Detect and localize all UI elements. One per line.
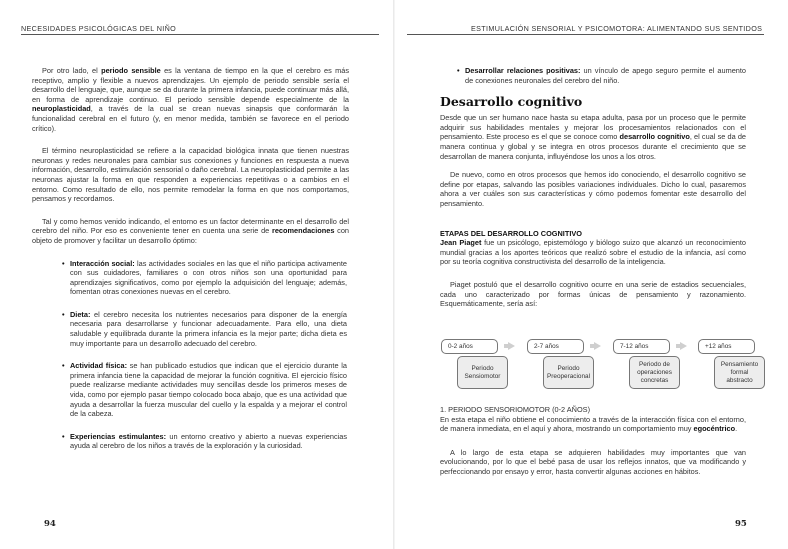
piaget-stages-diagram [441, 339, 768, 389]
paragraph-periodo-sensible: Por otro lado, el periodo sensible es la ventana de tiempo en la que el cerebro es más receptivo, amplio y flexible a nuevos aprendizajes. Un ejemplo de periodo sensible sería el desarrollo del lenguaje, que, aunque se da durante la primera infancia, puede continuar más allá, en forma de aprendizaje continuo. El periodo sensible depende especialmente de la neuroplasticidad, a través de la cual se crean nuevas sinapsis que conformarán la funcionalidad cerebral en el futuro (y, en menor medida, también se favorece en el periodo crítico). [32, 66, 349, 133]
list-item-actividad-fisica: • Actividad física: se han publicado estudios que indican que el ejercicio durante la primera infancia tiene la capacidad de mejorar la función cognitiva. El ejercicio físico puede realizarse mediante actividades muy sencillas desde los primeros meses de vida, como por ejemplo pasar tiempo colocado boca abajo, que es una actividad que ayuda a desarrollar la fuerza muscular del cuello y la espalda y a mejorar el control de la cabeza. [62, 361, 347, 419]
paragraph-neuroplasticidad: El término neuroplasticidad se refiere a la capacidad biológica innata que tienen nuestras neuronas y redes neuronales para cambiar sus conexiones y funciones en respuesta a nueva información, desarrollo, estimulación sensorial o daño cerebral. La neuroplasticidad permite a las neuronas ajustar la forma en que responden a experiencias repetitivas o a cambios en el entorno. Como resultado de ello, nos permite remodelar la forma en que nos comportamos, pensamos y recordamos. [32, 146, 349, 204]
paragraph-jean-piaget: Jean Piaget fue un psicólogo, epistemólogo y biólogo suizo que alcanzó un reconocimiento mundial gracias a los aportes teóricos que realizó sobre el estudio de la infancia, así como por su teoría cognitiva constructivista del desarrollo de la inteligencia. [440, 238, 746, 267]
stage-pensamiento-formal [698, 339, 763, 389]
right-running-head: ESTIMULACIÓN SENSORIAL Y PSICOMOTORA: ALIMENTANDO SUS SENTIDOS [471, 24, 763, 33]
paragraph-sensoriomotor: En esta etapa el niño obtiene el conocimiento a través de la interacción física con el entorno, de manera inmediata, en el aquí y ahora, mostrando un comportamiento muy egocéntrico. [440, 414, 746, 434]
stage-preoperacional [527, 339, 592, 389]
stage-age-label: +12 años [698, 339, 755, 354]
arrow-right-icon [680, 342, 687, 350]
stage-age-label: 2-7 años [527, 339, 584, 354]
subheading-etapas: ETAPAS DEL DESARROLLO COGNITIVO [440, 228, 582, 238]
paragraph-recomendaciones: Tal y como hemos venido indicando, el entorno es un factor determinante en el desarrollo del cerebro del niño. Por eso es conveniente tener en cuenta una serie de recomendaciones con objeto de promover y facilitar un desarrollo óptimo: [32, 216, 349, 245]
list-item-dieta: • Dieta: el cerebro necesita los nutrientes necesarios para disponer de la energía necesaria para desarrollarse y funcionar adecuadamente. Para ello, una dieta saludable y equilibrada durante la primera infancia es la mejor parte; dicha dieta es muy importante para un desarrollo adecuado del cerebro. [62, 310, 347, 348]
left-running-head: NECESIDADES PSICOLÓGICAS DEL NIÑO [21, 24, 177, 33]
right-page [395, 0, 788, 549]
right-page-number: 95 [735, 519, 747, 529]
stage-name-box: Pensamiento formal abstracto [714, 356, 765, 389]
stage-age-label: 0-2 años [441, 339, 498, 354]
left-header-rule [21, 34, 379, 35]
paragraph-piaget-estadios: Piaget postuló que el desarrollo cognitivo ocurre en una serie de estadios secuenciales, cada uno caracterizado por formas únicas de pensamiento y razonamiento. Esquemáticamente, sería así: [440, 279, 746, 309]
stage-sensoriomotor [441, 339, 506, 389]
paragraph-etapas-intro: De nuevo, como en otros procesos que hemos ido conociendo, el desarrollo cognitivo se define por etapas, salvando las posibles variaciones individuales. Dicho lo cual, pasaremos ahora a ver cuáles son sus características y cómo podemos fomentar este desarrollo del pensamiento. [440, 170, 746, 208]
recommendations-list [32, 259, 349, 452]
left-page [0, 0, 393, 549]
stage-name-box: Periodo Preoperacional [543, 356, 594, 389]
right-text-column [440, 66, 746, 318]
stage-name-box: Periodo de operaciones concretas [629, 356, 680, 389]
paragraph-desarrollo-cognitivo: Desde que un ser humano nace hasta su etapa adulta, pasa por un proceso que le permite adquirir sus habilidades mentales y mejorar los procesamientos relacionados con el pensamiento. Este proceso es el que se conoce como desarrollo cognitivo, el cual se da de manera continua y global y se integra en otros procesos durante el crecimiento que se desarrollan de manera conjunta, influyéndose los unos a los otros. [440, 113, 746, 161]
stage-age-label: 7-12 años [613, 339, 670, 354]
list-item-relaciones-positivas: • Desarrollar relaciones positivas: un vínculo de apego seguro permite el aumento de conexiones neuronales del cerebro del niño. [457, 66, 746, 85]
left-text-column [32, 66, 349, 460]
list-item-interaccion-social: • Interacción social: las actividades sociales en las que el niño participa activamente con sus cuidadores, familiares o con otros niños son una oportunidad para aprendizajes significativos, como por ejemplo la adquisición del lenguaje; además, fomentan otras conexiones nuevas en el cerebro. [62, 259, 347, 297]
left-page-number: 94 [44, 519, 56, 529]
section-heading-desarrollo-cognitivo: Desarrollo cognitivo [440, 94, 583, 110]
list-item-experiencias-estimulantes: • Experiencias estimulantes: un entorno creativo y abierto a nuevas experiencias ayuda al cerebro de los niños a través de la exploración y la curiosidad. [62, 432, 347, 451]
stage-operaciones-concretas [613, 339, 678, 389]
arrow-right-icon [594, 342, 601, 350]
paragraph-habilidades: A lo largo de esta etapa se adquieren habilidades muy importantes que van evolucionando, por lo que el bebé pasa de usar los reflejos innatos, que va modificando y perfeccionando por ensayo y error, hasta convertir algunas acciones en hábitos. [440, 447, 746, 476]
right-header-rule [407, 34, 764, 35]
arrow-right-icon [508, 342, 515, 350]
right-text-column-lower [440, 405, 746, 486]
stage-name-box: Periodo Sensiomotor [457, 356, 508, 389]
section-title-sensoriomotor: 1. PERIODO SENSORIOMOTOR (0-2 AÑOS) [440, 405, 591, 414]
